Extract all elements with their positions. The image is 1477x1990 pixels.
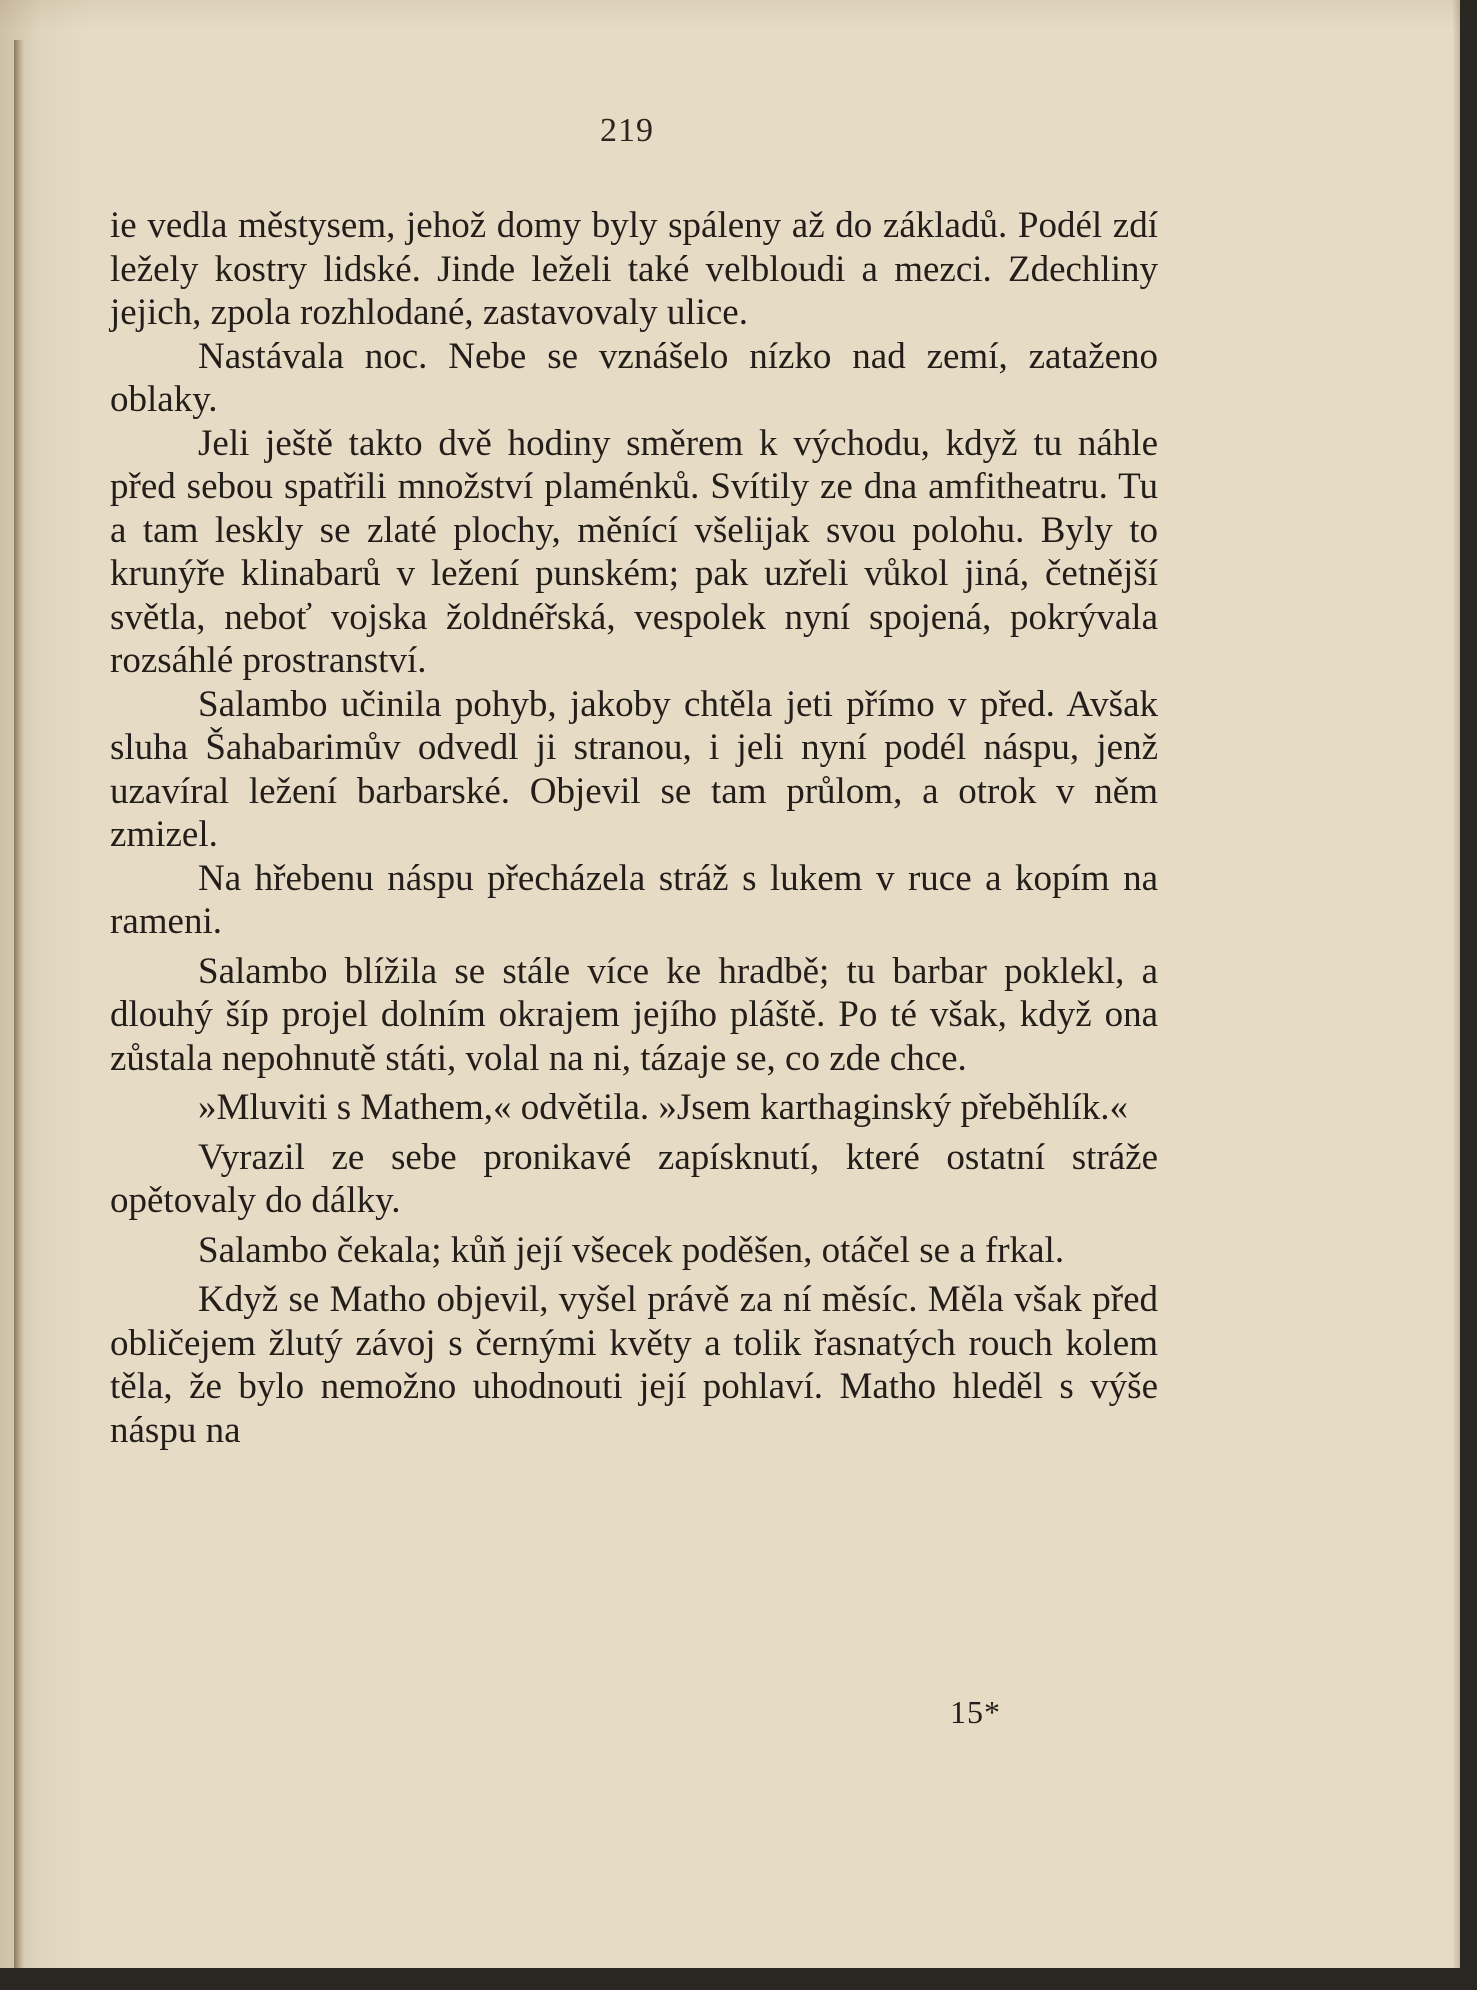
paragraph-7: »Mluviti s Mathem,« odvětila. »Jsem karthaginský přeběhlík.« (198, 1087, 1129, 1128)
page-edge-shadow (1452, 0, 1460, 1968)
printer-signature-mark: 15* (950, 1694, 1001, 1730)
paragraph-5: Na hřebenu náspu přecházela stráž s lukem v ruce a kopím na rameni. (110, 857, 1158, 942)
paragraph-1: ie vedla městysem, jehož domy byly spáleny až do základů. Podél zdí ležely kostry lidské. Jinde leželi také velbloudi a mezci. Zdechliny jejich, zpola rozhlodané, zastavovaly ulice. (110, 205, 1158, 333)
paragraph-4: Salambo učinila pohyb, jakoby chtěla jeti přímo v před. Avšak sluha Šahabarimův odvedl ji stranou, i jeli nyní podél náspu, jenž uzavíral ležení barbarské. Objevil se tam průlom, a otrok v něm zmizel. (110, 683, 1158, 855)
body-text (110, 204, 1158, 1452)
paragraph-10: Když se Matho objevil, vyšel právě za ní měsíc. Měla však před obličejem žlutý závoj s černými květy a tolik řasnatých rouch kolem těla, že bylo nemožno uhodnouti její pohlaví. Matho hleděl s výše náspu na (110, 1279, 1158, 1451)
page-spine-shadow (14, 40, 24, 1968)
paragraph-9: Salambo čekala; kůň její všecek poděšen, otáčel se a frkal. (198, 1229, 1065, 1271)
paragraph-2: Nastávala noc. Nebe se vznášelo nízko nad zemí, zataženo oblaky. (110, 335, 1158, 420)
paragraph-8: Vyrazil ze sebe pronikavé zapísknutí, které ostatní stráže opětovaly do dálky. (110, 1136, 1158, 1221)
paragraph-3: Jeli ještě takto dvě hodiny směrem k východu, když tu náhle před sebou spatřili množství plaménků. Svítily ze dna amfitheatru. Tu a tam leskly se zlaté plochy, měnící všelijak svou polohu. Byly to krunýře klinabarů v ležení punském; pak uzřeli vůkol jiná, četnější světla, neboť vojska žoldnéřská, vespolek nyní spojená, pokrývala rozsáhlé prostranství. (110, 422, 1158, 681)
page-number: 219 (600, 112, 654, 149)
paragraph-6: Salambo blížila se stále více ke hradbě; tu barbar poklekl, a dlouhý šíp projel dolním okrajem jejího pláště. Po té však, když ona zůstala nepohnutě státi, volal na ni, tázaje se, co zde chce. (110, 950, 1158, 1079)
